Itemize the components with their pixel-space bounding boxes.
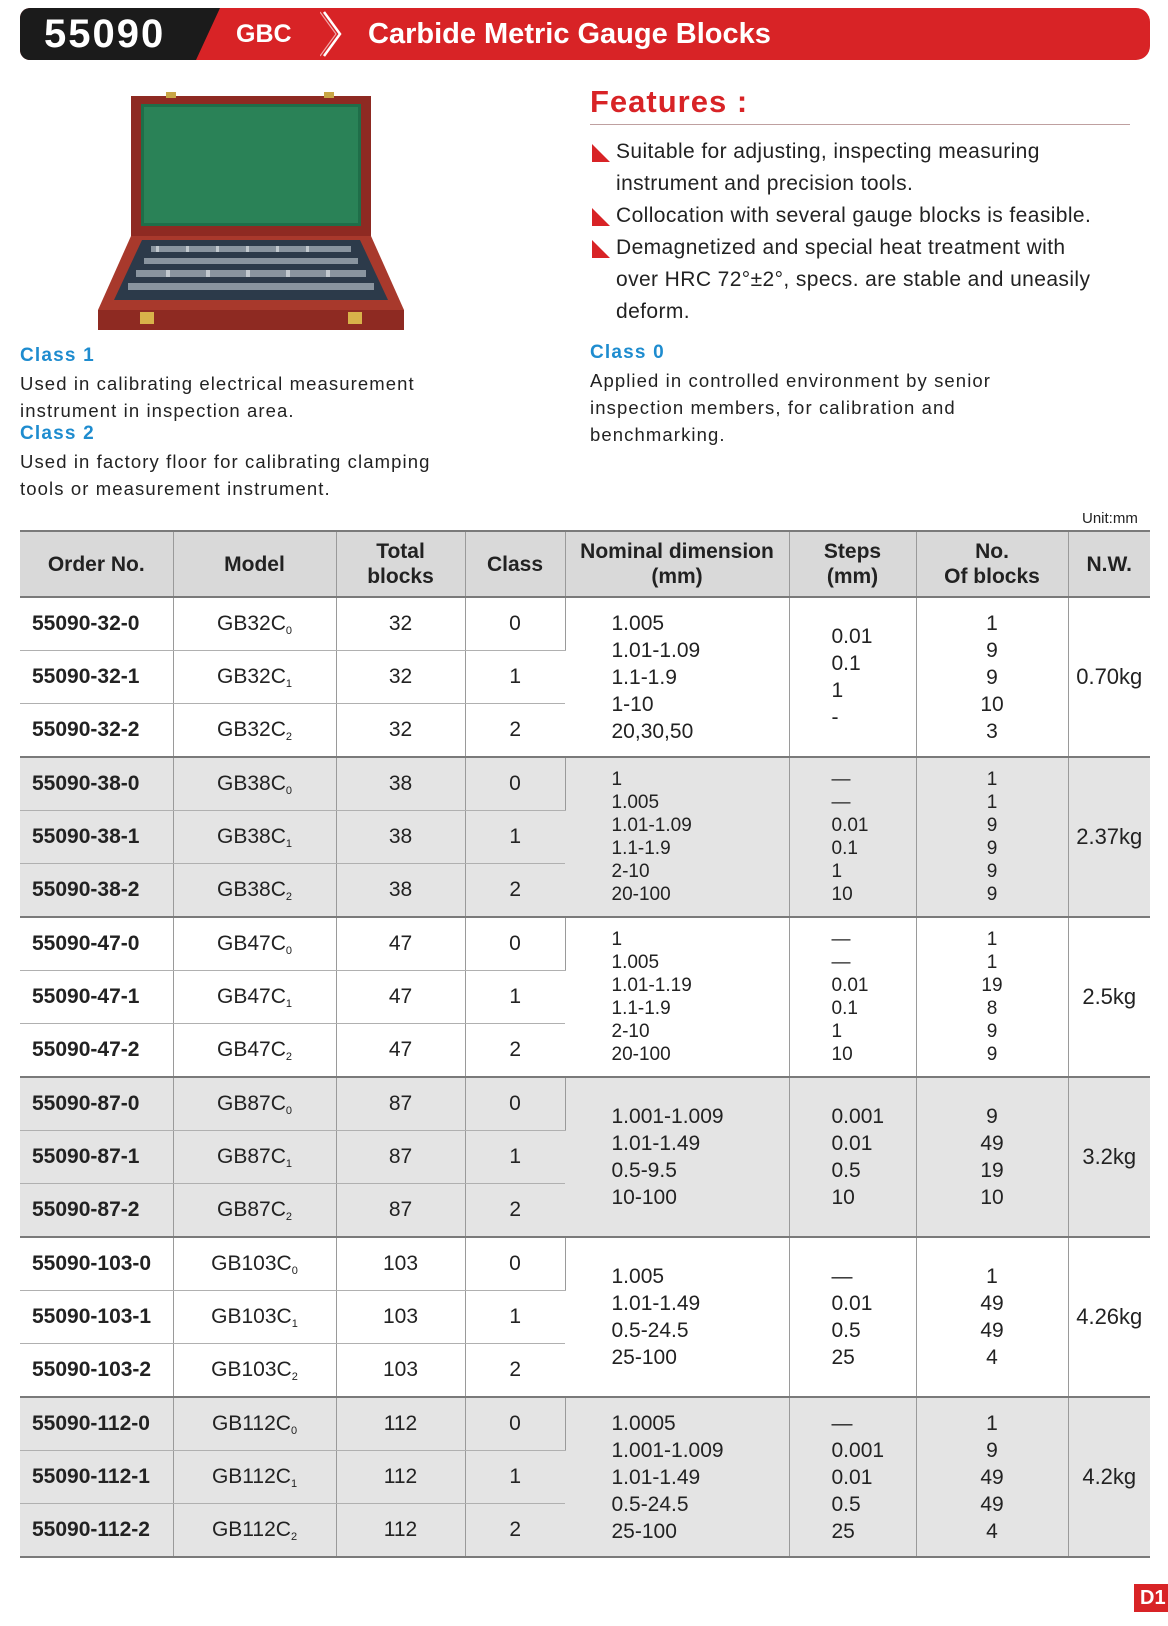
model-cell — [173, 1237, 336, 1291]
column-header-line: (mm) — [651, 565, 703, 588]
column-header — [565, 531, 789, 597]
model-name: GB32C — [217, 717, 286, 741]
nominal-dimension-cell — [565, 917, 789, 1077]
class-cell: 2 — [465, 864, 565, 918]
model-name: GB112C — [211, 1411, 291, 1435]
nominal-value: 1.01-1.09 — [611, 638, 701, 662]
nominal-value: 1.01-1.49 — [611, 1465, 701, 1489]
order-number-cell: 55090-87-1 — [20, 1131, 173, 1184]
nominal-value: 1.01-1.49 — [611, 1132, 701, 1155]
class0-line: inspection members, for calibration and — [590, 397, 956, 418]
total-blocks-cell: 32 — [336, 651, 465, 704]
order-number-cell: 55090-47-0 — [20, 917, 173, 971]
order-number-cell: 55090-32-0 — [20, 597, 173, 651]
block-count-value: 9 — [986, 884, 998, 905]
block-count-cell — [916, 917, 1068, 1077]
order-number-cell: 55090-103-0 — [20, 1237, 173, 1291]
order-number-cell: 55090-103-2 — [20, 1344, 173, 1398]
nominal-value: 25-100 — [611, 1519, 677, 1543]
class-cell: 1 — [465, 651, 565, 704]
table-row — [20, 1237, 1150, 1291]
column-header — [336, 531, 465, 597]
feature-line: Suitable for adjusting, inspecting measuring — [616, 140, 1040, 163]
column-header — [20, 531, 173, 597]
step-value: 0.1 — [831, 652, 861, 675]
block-count-cell — [916, 1397, 1068, 1557]
model-cell — [173, 1184, 336, 1238]
model-subscript: 1 — [290, 1477, 298, 1490]
class-cell: 0 — [465, 1237, 565, 1291]
steps-cell — [789, 917, 916, 1077]
nominal-value: 2-10 — [611, 861, 650, 882]
net-weight-cell: 4.26kg — [1068, 1237, 1150, 1397]
step-value: — — [831, 1265, 853, 1288]
step-value: 0.01 — [831, 625, 873, 648]
order-number-cell: 55090-112-0 — [20, 1397, 173, 1451]
header-banner — [20, 8, 1150, 60]
model-name: GB103C — [211, 1357, 292, 1381]
class-cell: 2 — [465, 704, 565, 758]
model-subscript: 0 — [291, 1264, 298, 1277]
model-subscript: 1 — [285, 997, 292, 1010]
nominal-dimension-cell — [565, 1237, 789, 1397]
nominal-value: 1.001-1.009 — [611, 1438, 724, 1462]
nominal-value: 20-100 — [611, 1044, 671, 1065]
step-value: - — [831, 706, 839, 729]
total-blocks-cell: 87 — [336, 1184, 465, 1238]
class1-title: Class 1 — [20, 345, 95, 366]
step-value: 0.5 — [831, 1159, 861, 1182]
class-cell: 0 — [465, 1077, 565, 1131]
nominal-value: 10-100 — [611, 1186, 677, 1209]
total-blocks-cell: 47 — [336, 1024, 465, 1078]
order-number-cell: 55090-38-0 — [20, 757, 173, 811]
class1-line: instrument in inspection area. — [20, 400, 295, 421]
class2-line: Used in factory floor for calibrating clamping — [20, 451, 431, 472]
block-count-value: 10 — [980, 1186, 1004, 1209]
nominal-value: 1.005 — [611, 792, 660, 813]
order-number-cell: 55090-47-1 — [20, 971, 173, 1024]
block-count-value: 8 — [986, 998, 998, 1019]
feature-item — [590, 200, 1150, 232]
order-number-cell: 55090-87-0 — [20, 1077, 173, 1131]
total-blocks-cell: 103 — [336, 1344, 465, 1398]
column-header-line: blocks — [367, 565, 434, 588]
net-weight-cell: 0.70kg — [1068, 597, 1150, 757]
block-count-value: 1 — [986, 929, 998, 950]
bullet-triangle-icon — [592, 240, 610, 258]
brand-name: GBC — [236, 20, 292, 48]
step-value: 25 — [831, 1346, 855, 1369]
feature-line: Collocation with several gauge blocks is feasible. — [616, 204, 1092, 227]
step-value: 0.1 — [831, 998, 858, 1019]
nominal-value: 1.01-1.19 — [611, 975, 692, 996]
order-number-cell: 55090-32-1 — [20, 651, 173, 704]
step-value: 10 — [831, 1186, 855, 1209]
model-cell — [173, 811, 336, 864]
block-count-value: 1 — [986, 1411, 998, 1435]
model-name: GB87C — [217, 1091, 286, 1115]
steps-cell — [789, 597, 916, 757]
step-value: 1 — [831, 679, 844, 702]
product-code: 55090 — [44, 12, 166, 56]
block-count-value: 19 — [981, 975, 1003, 996]
table-row — [20, 597, 1150, 651]
nominal-value: 1.001-1.009 — [611, 1105, 724, 1128]
order-number-cell: 55090-87-2 — [20, 1184, 173, 1238]
step-value: 0.5 — [831, 1492, 861, 1516]
class-cell: 1 — [465, 811, 565, 864]
feature-item — [590, 136, 1150, 200]
order-number-cell: 55090-47-2 — [20, 1024, 173, 1078]
step-value: 10 — [831, 1044, 853, 1065]
total-blocks-cell: 103 — [336, 1291, 465, 1344]
table-header-row — [20, 531, 1150, 597]
block-count-value: 3 — [986, 719, 998, 743]
bullet-triangle-icon — [592, 208, 610, 226]
nominal-value: 25-100 — [611, 1346, 677, 1369]
block-count-value: 10 — [980, 692, 1004, 716]
column-header — [1068, 531, 1150, 597]
nominal-value: 1.0005 — [611, 1411, 676, 1435]
steps-cell — [789, 1237, 916, 1397]
nominal-value: 0.5-9.5 — [611, 1159, 677, 1182]
column-header-line: Of blocks — [944, 565, 1040, 588]
block-count-value: 4 — [986, 1346, 998, 1369]
class0-line: benchmarking. — [590, 424, 726, 445]
model-cell — [173, 651, 336, 704]
class-cell: 2 — [465, 1344, 565, 1398]
step-value: 0.1 — [831, 838, 858, 859]
block-count-value: 9 — [986, 1438, 998, 1462]
block-count-cell — [916, 597, 1068, 757]
step-value: 0.001 — [831, 1105, 885, 1128]
table-row — [20, 917, 1150, 971]
page-number-tab: D1 — [1134, 1584, 1168, 1612]
page-title: Carbide Metric Gauge Blocks — [368, 18, 771, 50]
block-count-value: 49 — [980, 1319, 1004, 1342]
step-value: 0.5 — [831, 1319, 861, 1342]
column-header-line: No. — [975, 540, 1009, 563]
model-subscript: 1 — [291, 1317, 298, 1330]
model-name: GB112C — [211, 1464, 291, 1488]
column-header-line: Order No. — [47, 552, 145, 576]
class-cell: 2 — [465, 1184, 565, 1238]
net-weight-cell: 2.5kg — [1068, 917, 1150, 1077]
net-weight-cell: 2.37kg — [1068, 757, 1150, 917]
nominal-value: 20-100 — [611, 884, 671, 905]
model-name: GB38C — [217, 824, 286, 848]
class-cell: 2 — [465, 1024, 565, 1078]
block-count-value: 1 — [986, 952, 998, 973]
class-cell: 2 — [465, 1504, 565, 1558]
model-subscript: 0 — [285, 784, 292, 797]
model-cell — [173, 1024, 336, 1078]
column-header-line: (mm) — [826, 565, 879, 588]
step-value: 1 — [831, 861, 843, 882]
model-name: GB32C — [217, 664, 286, 688]
block-count-value: 1 — [986, 1265, 998, 1288]
nominal-value: 1.01-1.09 — [611, 815, 692, 836]
model-cell — [173, 1451, 336, 1504]
spec-table — [20, 530, 1150, 1558]
model-subscript: 0 — [290, 1424, 298, 1437]
model-subscript: 2 — [285, 1050, 292, 1063]
total-blocks-cell: 112 — [336, 1397, 465, 1451]
block-count-value: 9 — [986, 838, 998, 859]
total-blocks-cell: 32 — [336, 704, 465, 758]
table-row — [20, 1397, 1150, 1451]
total-blocks-cell: 32 — [336, 597, 465, 651]
model-cell — [173, 864, 336, 918]
nominal-value: 20,30,50 — [611, 719, 694, 743]
model-name: GB38C — [217, 771, 286, 795]
class-cell: 0 — [465, 757, 565, 811]
step-value: — — [831, 929, 851, 950]
model-subscript: 1 — [285, 1157, 292, 1170]
step-value: — — [831, 952, 851, 973]
block-count-value: 9 — [986, 1044, 998, 1065]
model-subscript: 2 — [291, 1370, 298, 1383]
column-header-line: Model — [224, 552, 285, 576]
class0-line: Applied in controlled environment by senior — [590, 370, 992, 391]
block-count-value: 49 — [980, 1132, 1004, 1155]
total-blocks-cell: 112 — [336, 1504, 465, 1558]
model-cell — [173, 1397, 336, 1451]
order-number-cell: 55090-112-1 — [20, 1451, 173, 1504]
net-weight-cell: 3.2kg — [1068, 1077, 1150, 1237]
features-list — [590, 136, 1150, 328]
class-cell: 0 — [465, 1397, 565, 1451]
model-name: GB103C — [211, 1251, 292, 1275]
model-cell — [173, 1291, 336, 1344]
model-cell — [173, 597, 336, 651]
order-number-cell: 55090-38-2 — [20, 864, 173, 918]
block-count-value: 49 — [980, 1292, 1004, 1315]
class2-title: Class 2 — [20, 423, 95, 444]
steps-cell — [789, 1077, 916, 1237]
column-header — [173, 531, 336, 597]
table-row — [20, 1077, 1150, 1131]
table-body — [20, 597, 1150, 1557]
step-value: — — [831, 792, 851, 813]
block-count-value: 19 — [980, 1159, 1004, 1182]
nominal-dimension-cell — [565, 597, 789, 757]
block-count-value: 1 — [986, 769, 998, 790]
block-count-value: 9 — [986, 815, 998, 836]
class2-line: tools or measurement instrument. — [20, 478, 331, 499]
model-subscript: 1 — [285, 677, 292, 690]
model-cell — [173, 1344, 336, 1398]
model-cell — [173, 1131, 336, 1184]
gauge-block-case-image — [96, 88, 426, 346]
model-name: GB47C — [217, 931, 286, 955]
features-title: Features : — [590, 84, 749, 119]
column-header — [789, 531, 916, 597]
column-header-line: N.W. — [1086, 552, 1132, 576]
class0-title: Class 0 — [590, 342, 665, 363]
block-count-value: 9 — [986, 1105, 998, 1128]
nominal-value: 2-10 — [611, 1021, 650, 1042]
total-blocks-cell: 38 — [336, 811, 465, 864]
model-cell — [173, 917, 336, 971]
model-subscript: 0 — [285, 944, 292, 957]
class1-line: Used in calibrating electrical measurement — [20, 373, 415, 394]
model-name: GB32C — [217, 611, 286, 635]
nominal-value: 1.005 — [611, 611, 665, 635]
nominal-value: 1-10 — [611, 692, 654, 716]
model-cell — [173, 971, 336, 1024]
model-name: GB87C — [217, 1197, 286, 1221]
block-count-value: 4 — [986, 1519, 998, 1543]
model-name: GB47C — [217, 984, 286, 1008]
order-number-cell: 55090-38-1 — [20, 811, 173, 864]
column-header-line: Nominal dimension — [580, 540, 774, 563]
step-value: 25 — [831, 1519, 855, 1543]
block-count-cell — [916, 1237, 1068, 1397]
nominal-value: 1 — [611, 769, 623, 790]
step-value: 0.001 — [831, 1438, 885, 1462]
block-count-value: 9 — [986, 638, 998, 662]
total-blocks-cell: 103 — [336, 1237, 465, 1291]
model-cell — [173, 1077, 336, 1131]
block-count-value: 9 — [986, 861, 998, 882]
nominal-dimension-cell — [565, 757, 789, 917]
model-name: GB112C — [211, 1517, 291, 1541]
nominal-value: 1.01-1.49 — [611, 1292, 701, 1315]
step-value: 0.01 — [831, 815, 869, 836]
nominal-value: 0.5-24.5 — [611, 1492, 689, 1516]
class2-text — [20, 448, 430, 502]
block-count-cell — [916, 1077, 1068, 1237]
nominal-value: 1 — [611, 929, 623, 950]
step-value: 1 — [831, 1021, 843, 1042]
step-value: 0.01 — [831, 1465, 873, 1489]
model-cell — [173, 704, 336, 758]
model-name: GB103C — [211, 1304, 292, 1328]
model-subscript: 2 — [285, 730, 292, 743]
model-cell — [173, 1504, 336, 1558]
block-count-cell — [916, 757, 1068, 917]
total-blocks-cell: 47 — [336, 971, 465, 1024]
chevron-right-icon — [320, 10, 346, 58]
table-row — [20, 757, 1150, 811]
total-blocks-cell: 38 — [336, 757, 465, 811]
block-count-value: 9 — [986, 1021, 998, 1042]
model-subscript: 2 — [285, 1210, 292, 1223]
block-count-value: 49 — [980, 1465, 1004, 1489]
model-subscript: 2 — [290, 1530, 298, 1543]
column-header — [465, 531, 565, 597]
nominal-value: 0.5-24.5 — [611, 1319, 689, 1342]
model-name: GB38C — [217, 877, 286, 901]
step-value: 10 — [831, 884, 853, 905]
model-subscript: 0 — [285, 1104, 292, 1117]
step-value: — — [831, 1411, 853, 1435]
step-value: 0.01 — [831, 1132, 873, 1155]
block-count-value: 9 — [986, 665, 998, 689]
model-cell — [173, 757, 336, 811]
steps-cell — [789, 1397, 916, 1557]
class0-text — [590, 367, 991, 448]
block-count-value: 49 — [980, 1492, 1004, 1516]
class1-text — [20, 370, 415, 424]
order-number-cell: 55090-103-1 — [20, 1291, 173, 1344]
model-name: GB47C — [217, 1037, 286, 1061]
nominal-value: 1.1-1.9 — [611, 838, 671, 859]
total-blocks-cell: 87 — [336, 1077, 465, 1131]
feature-line: over HRC 72°±2°, specs. are stable and uneasily — [616, 268, 1091, 291]
class-cell: 1 — [465, 1131, 565, 1184]
feature-item — [590, 232, 1150, 328]
model-subscript: 2 — [285, 890, 292, 903]
nominal-value: 1.1-1.9 — [611, 665, 677, 689]
total-blocks-cell: 112 — [336, 1451, 465, 1504]
features-divider — [590, 124, 1130, 125]
column-header-line: Steps — [823, 540, 882, 563]
nominal-dimension-cell — [565, 1397, 789, 1557]
class-cell: 1 — [465, 1451, 565, 1504]
model-name: GB87C — [217, 1144, 286, 1168]
class-cell: 0 — [465, 917, 565, 971]
unit-label: Unit:mm — [1082, 510, 1138, 527]
feature-line: instrument and precision tools. — [616, 172, 914, 195]
steps-cell — [789, 757, 916, 917]
nominal-value: 1.1-1.9 — [611, 998, 671, 1019]
total-blocks-cell: 87 — [336, 1131, 465, 1184]
step-value: — — [831, 769, 851, 790]
nominal-value: 1.005 — [611, 1265, 665, 1288]
column-header-line: Class — [486, 552, 544, 576]
step-value: 0.01 — [831, 975, 869, 996]
class-cell: 1 — [465, 971, 565, 1024]
order-number-cell: 55090-32-2 — [20, 704, 173, 758]
class-cell: 0 — [465, 597, 565, 651]
model-subscript: 1 — [285, 837, 292, 850]
total-blocks-cell: 38 — [336, 864, 465, 918]
feature-line: Demagnetized and special heat treatment with — [616, 236, 1066, 259]
net-weight-cell: 4.2kg — [1068, 1397, 1150, 1557]
column-header — [916, 531, 1068, 597]
block-count-value: 1 — [986, 611, 998, 635]
feature-line: deform. — [616, 300, 690, 323]
total-blocks-cell: 47 — [336, 917, 465, 971]
order-number-cell: 55090-112-2 — [20, 1504, 173, 1558]
step-value: 0.01 — [831, 1292, 873, 1315]
class-cell: 1 — [465, 1291, 565, 1344]
bullet-triangle-icon — [592, 144, 610, 162]
nominal-dimension-cell — [565, 1077, 789, 1237]
model-subscript: 0 — [285, 624, 292, 637]
nominal-value: 1.005 — [611, 952, 660, 973]
column-header-line: Total — [376, 540, 425, 563]
block-count-value: 1 — [986, 792, 998, 813]
